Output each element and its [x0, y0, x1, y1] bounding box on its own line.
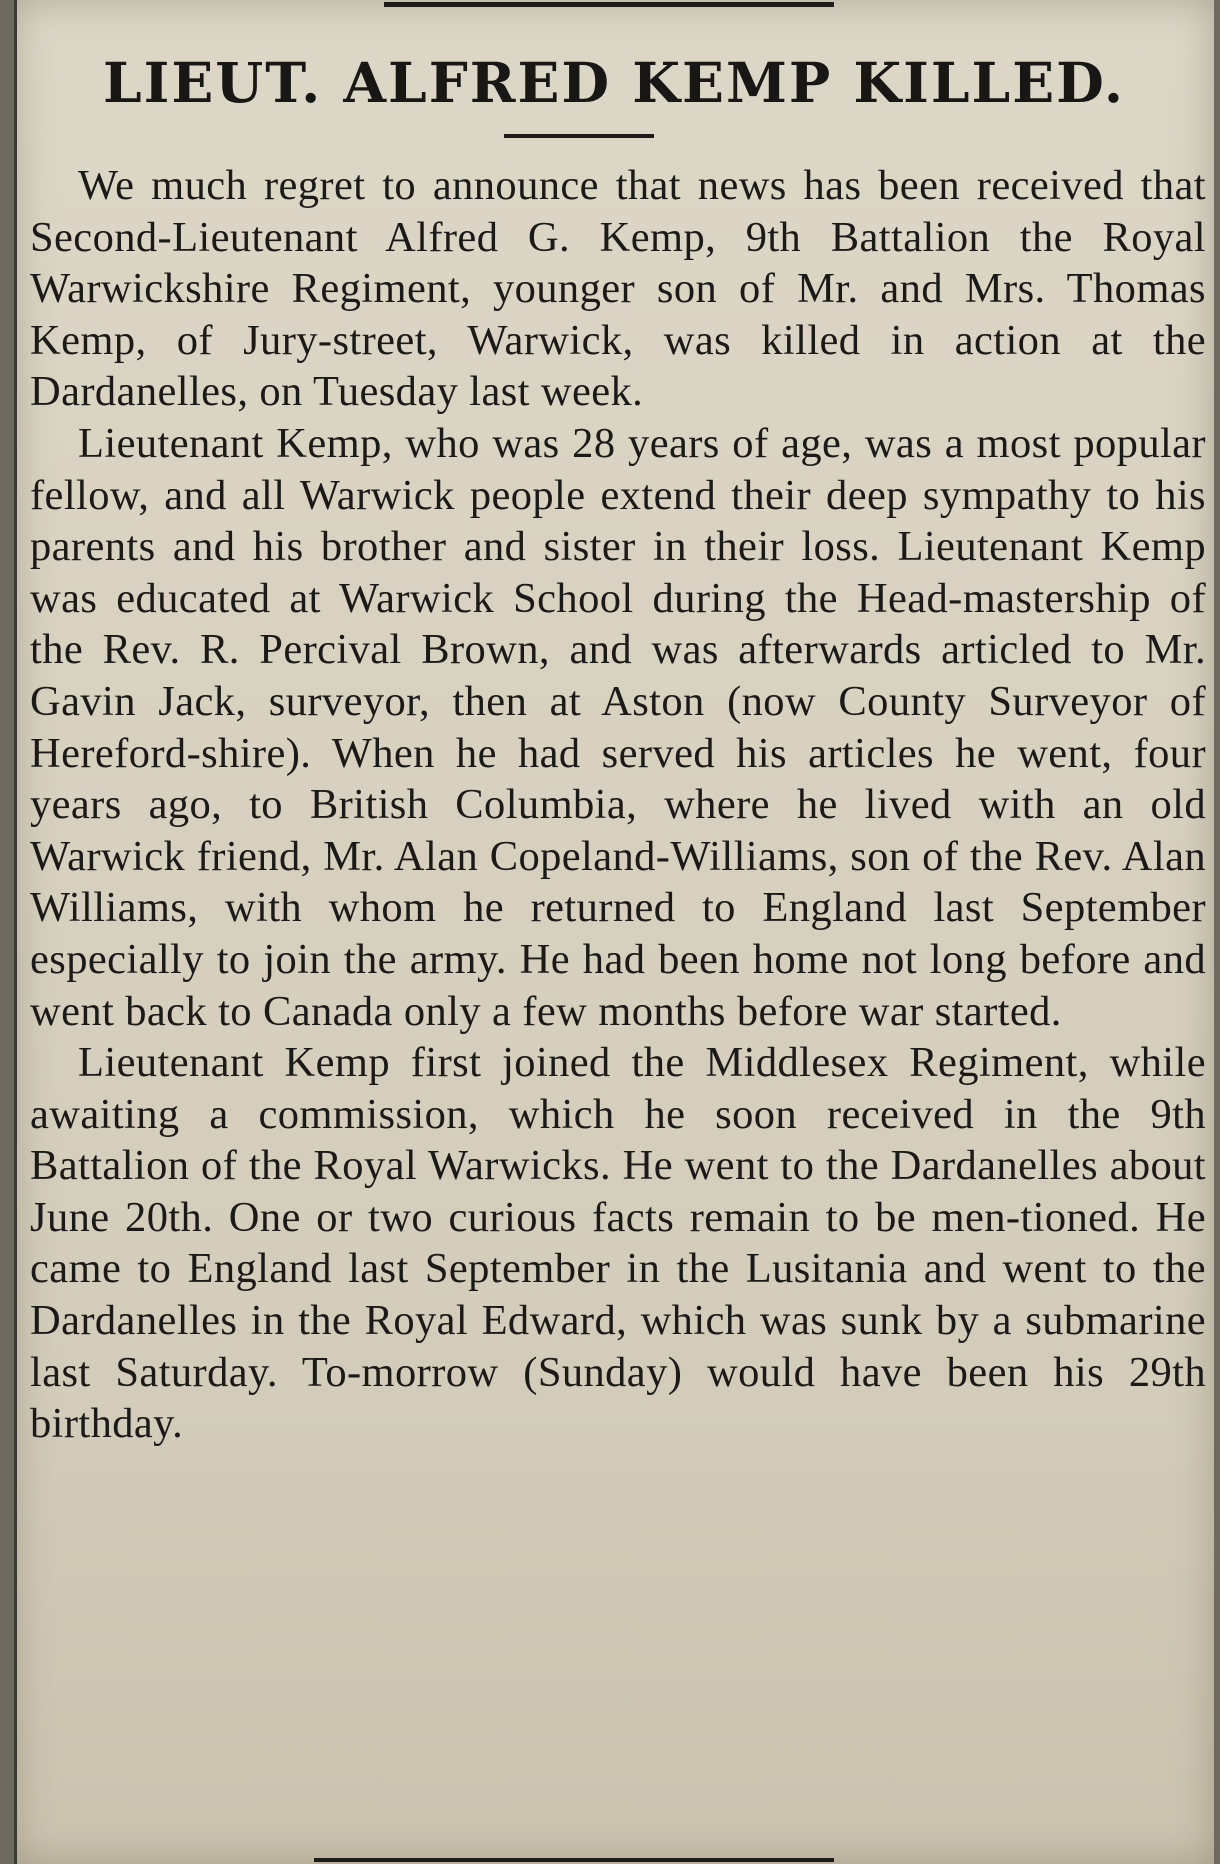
paragraph-1: We much regret to announce that news has been received that Second-Lieutenant Alfred G. Kemp, 9th Battalion the Royal Warwickshire Regiment, younger son of Mr. and Mrs. Thomas Kemp, of Jury-street, Warwick, was killed in action at the Dardanelles, on Tuesday last week. — [30, 162, 1206, 416]
bottom-divider-rule — [314, 1858, 834, 1862]
paragraph-3: Lieutenant Kemp first joined the Middlesex Regiment, while awaiting a commission, which he soon received in the 9th Battalion of the Royal Warwicks. He went to the Dardanelles about June 20th. One or two curious facts remain to be men-tioned. He came to England last September in the Lusitania and went to the Dardanelles in the Royal Edward, which was sunk by a submarine last Saturday. To-morrow (Sunday) would have been his 29th birthday. — [30, 1039, 1206, 1448]
paragraph-2: Lieutenant Kemp, who was 28 years of age, was a most popular fellow, and all Warwick people extend their deep sympathy to his parents and his brother and sister in their loss. Lieutenant Kemp was educated at Warwick School during the Head-mastership of the Rev. R. Percival Brown, and was afterwards articled to Mr. Gavin Jack, surveyor, then at Aston (now County Surveyor of Hereford-shire). When he had served his articles he went, four years ago, to British Columbia, where he lived with an old Warwick friend, Mr. Alan Copeland-Williams, son of the Rev. Alan Williams, with whom he returned to England last September especially to join the army. He had been home not long before and went back to Canada only a few months before war started. — [30, 419, 1206, 1035]
headline: LIEUT. ALFRED KEMP KILLED. — [102, 50, 1126, 115]
top-divider-rule — [384, 2, 834, 7]
article-body — [30, 160, 1206, 1450]
newspaper-clipping — [14, 0, 1214, 1864]
headline-divider-rule — [504, 134, 654, 138]
column-edge-rule — [14, 0, 17, 1864]
